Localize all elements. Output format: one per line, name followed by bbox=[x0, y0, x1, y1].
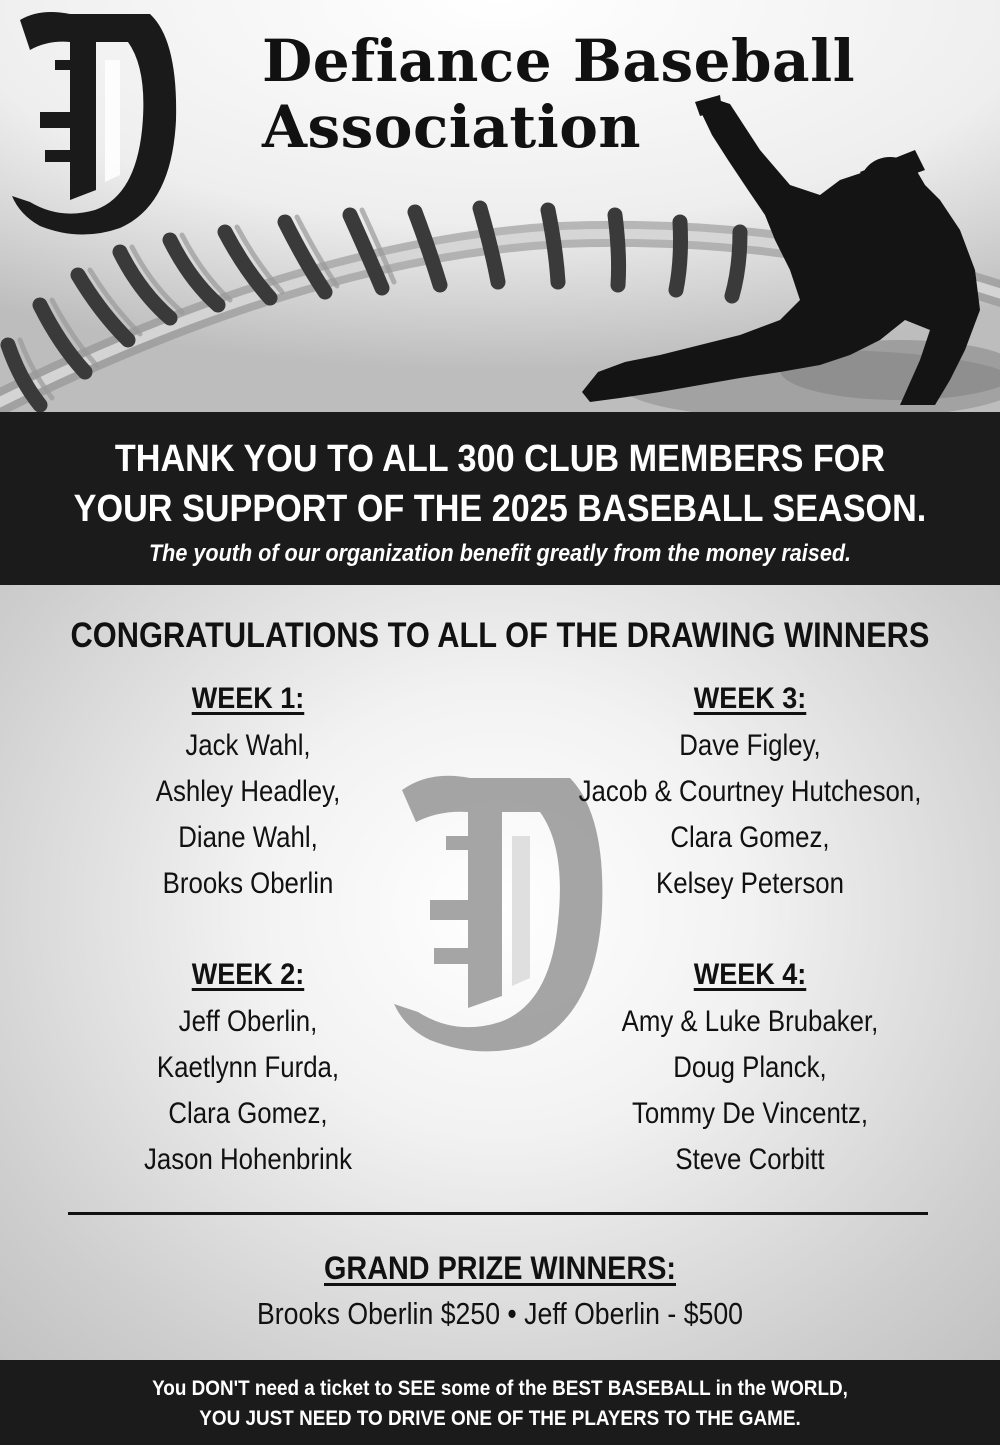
old-english-d-logo bbox=[0, 0, 190, 240]
winner-name: Jack Wahl, bbox=[185, 729, 311, 762]
winner-name: Jacob & Courtney Hutcheson, bbox=[578, 775, 922, 808]
organization-name bbox=[262, 28, 855, 160]
winner-name: Dave Figley, bbox=[679, 729, 821, 762]
winner-name: Kaetlynn Furda, bbox=[156, 1051, 340, 1084]
week-title: WEEK 4: bbox=[693, 958, 807, 991]
winner-name: Ashley Headley, bbox=[155, 775, 341, 808]
footer-banner bbox=[0, 1360, 1000, 1445]
week-title: WEEK 1: bbox=[191, 682, 305, 715]
winner-name: Amy & Luke Brubaker, bbox=[621, 1005, 879, 1038]
week-2-winners bbox=[18, 951, 478, 1183]
week-title: WEEK 3: bbox=[693, 682, 807, 715]
grand-prize-winners: Brooks Oberlin $250 • Jeff Oberlin - $500 bbox=[256, 1296, 744, 1331]
org-name-line2: Association bbox=[262, 93, 642, 161]
divider-rule bbox=[68, 1212, 928, 1215]
footer-line2: YOU JUST NEED TO DRIVE ONE OF THE PLAYERS TO THE GAME. bbox=[199, 1407, 801, 1430]
winners-section bbox=[0, 585, 1000, 1360]
winner-name: Doug Planck, bbox=[673, 1051, 827, 1084]
grand-prize-title: GRAND PRIZE WINNERS: bbox=[323, 1250, 676, 1286]
winner-name: Kelsey Peterson bbox=[656, 867, 844, 900]
thanks-line2: YOUR SUPPORT OF THE 2025 BASEBALL SEASON. bbox=[73, 488, 927, 530]
thank-you-banner bbox=[0, 412, 1000, 585]
winner-name: Steve Corbitt bbox=[675, 1143, 825, 1176]
winner-name: Jeff Oberlin, bbox=[178, 1005, 318, 1038]
winner-name: Clara Gomez, bbox=[168, 1097, 328, 1130]
winner-name: Diane Wahl, bbox=[178, 821, 318, 854]
org-name-line1: Defiance Baseball bbox=[262, 27, 856, 95]
week-1-winners bbox=[18, 675, 478, 907]
winner-name: Tommy De Vincentz, bbox=[631, 1097, 869, 1130]
congrats-heading: CONGRATULATIONS TO ALL OF THE DRAWING WINNERS bbox=[70, 616, 930, 655]
week-3-winners bbox=[520, 675, 980, 907]
thanks-line1: THANK YOU TO ALL 300 CLUB MEMBERS FOR bbox=[114, 438, 886, 480]
winner-name: Brooks Oberlin bbox=[162, 867, 334, 900]
week-4-winners bbox=[520, 951, 980, 1183]
header bbox=[0, 0, 1000, 412]
winner-name: Jason Hohenbrink bbox=[144, 1143, 352, 1176]
week-title: WEEK 2: bbox=[191, 958, 305, 991]
winner-name: Clara Gomez, bbox=[670, 821, 830, 854]
footer-line1: You DON'T need a ticket to SEE some of the BEST BASEBALL in the WORLD, bbox=[152, 1377, 848, 1400]
thanks-subline: The youth of our organization benefit greatly from the money raised. bbox=[148, 540, 852, 567]
